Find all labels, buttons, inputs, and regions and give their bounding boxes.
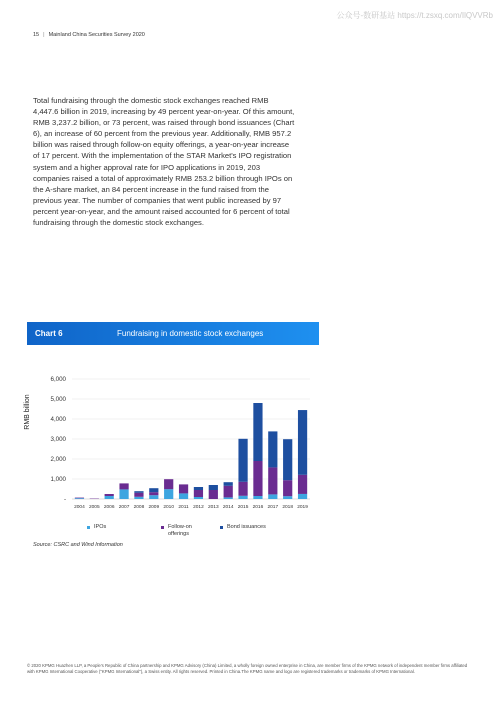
document-title: Mainland China Securities Survey 2020	[48, 32, 145, 38]
bar-segment-follow-on	[75, 498, 84, 499]
bar-segment-follow-on	[134, 493, 143, 497]
x-tick-label: 2011	[178, 505, 189, 510]
body-paragraph: Total fundraising through the domestic stock exchanges reached RMB 4,447.6 billion in 2019, increasing by 49 percent year-on-year. Of this amount, RMB 3,237.2 billion, or 73 percent, was raised through bond issuances (Chart 6), an increase of 60 percent from the previous year. Additionally, RMB 957.2 billion was raised through follow-on equity offerings, a year-on-year increase of 17 percent. With the implementation of the STAR Market's IPO registration system and a higher approval rate for IPO applications in 2019, 203 companies raised a total of approximately RMB 253.2 billion through IPOs on the A-share market, an 84 percent increase in the fund raised from the previous year. The number of companies that went public increased by 97 percent year-on-year, and the amount raised accounted for 6 percent of total fundraising through the domestic stock exchanges.	[33, 96, 295, 228]
bar-segment-bond	[253, 403, 262, 461]
x-tick-label: 2017	[267, 505, 279, 510]
x-tick-label: 2008	[133, 505, 145, 510]
y-tick-label: 6,000	[50, 376, 66, 383]
bar-segment-ipos	[238, 496, 247, 499]
bar-segment-bond	[194, 487, 203, 490]
bar-segment-follow-on	[164, 479, 173, 489]
chart-source: Source: CSRC and Wind Information	[33, 542, 123, 548]
bar-segment-bond	[134, 491, 143, 493]
bar-segment-ipos	[224, 497, 233, 499]
header-separator: |	[43, 32, 45, 38]
y-axis-label: RMB billion	[24, 394, 31, 430]
y-tick-label: 5,000	[50, 396, 66, 403]
bar-segment-bond	[149, 488, 158, 492]
bar-segment-follow-on	[224, 486, 233, 498]
legend-item-bond	[220, 524, 287, 531]
chart-title: Fundraising in domestic stock exchanges	[117, 329, 264, 338]
footer-copyright: © 2020 KPMG Huazhen LLP, a People's Republic of China partnership and KPMG Advisory (China) Limited, a wholly foreign owned enterprise in China, are member firms of the KPMG network of independent member firms affiliated with KPMG International Cooperative ("KPMG International"), a Swiss entity. All rights reserved. Printed in China.The KPMG name and logo are registered trademarks or trademarks of KPMG International.	[27, 663, 468, 674]
legend-swatch-bond	[220, 526, 223, 529]
legend-label-ipos: IPOs	[94, 524, 107, 530]
x-tick-label: 2016	[252, 505, 264, 510]
bar-segment-ipos	[194, 497, 203, 499]
bar-segment-bond	[283, 439, 292, 480]
bar-segment-follow-on	[119, 483, 128, 489]
bar-segment-bond	[224, 482, 233, 486]
chart-number: Chart 6	[35, 329, 63, 338]
legend-item-ipos	[87, 524, 134, 531]
x-tick-label: 2015	[237, 505, 249, 510]
x-tick-label: 2014	[222, 505, 234, 510]
legend-label-bond: Bond issuances	[227, 524, 266, 530]
bar-segment-ipos	[253, 496, 262, 499]
bar-segment-ipos	[134, 497, 143, 499]
x-tick-label: 2007	[118, 505, 130, 510]
y-tick-label: 2,000	[50, 456, 66, 463]
x-tick-label: 2006	[103, 505, 115, 510]
chart-legend	[0, 524, 499, 544]
x-tick-label: 2019	[297, 505, 308, 510]
x-tick-label: 2013	[207, 505, 219, 510]
bar-segment-ipos	[298, 494, 307, 499]
bar-segment-ipos	[149, 495, 158, 499]
bar-segment-ipos	[268, 494, 277, 499]
x-tick-label: 2005	[88, 505, 100, 510]
bar-segment-ipos	[164, 489, 173, 499]
watermark-text: 公众号-数研基站 https://t.zsxq.com/IlQVVRb	[336, 11, 493, 20]
bar-segment-follow-on	[253, 461, 262, 496]
bar-segment-follow-on	[283, 480, 292, 496]
legend-swatch-follow-on	[161, 526, 164, 529]
bar-segment-follow-on	[179, 484, 188, 493]
y-tick-label: 1,000	[50, 476, 66, 483]
y-tick-label: 4,000	[50, 416, 66, 423]
bar-segment-bond	[268, 431, 277, 467]
bar-segment-follow-on	[194, 490, 203, 497]
bar-segment-bond	[209, 485, 218, 490]
x-tick-label: 2010	[163, 505, 175, 510]
bar-segment-follow-on	[105, 494, 114, 496]
bar-segment-follow-on	[209, 490, 218, 499]
bar-segment-follow-on	[149, 492, 158, 495]
bar-segment-ipos	[179, 493, 188, 499]
legend-item-follow-on	[161, 524, 200, 538]
x-tick-label: 2009	[148, 505, 160, 510]
bar-segment-follow-on	[298, 475, 307, 494]
y-tick-label: 3,000	[50, 436, 66, 443]
bar-segment-ipos	[75, 498, 84, 499]
x-tick-label: 2012	[193, 505, 204, 510]
legend-label-follow-on: Follow-on offerings	[168, 524, 192, 537]
x-tick-label: 2004	[74, 505, 85, 510]
bar-segment-ipos	[105, 496, 114, 499]
bar-segment-follow-on	[238, 482, 247, 496]
bar-segment-bond	[238, 439, 247, 482]
bar-segment-ipos	[119, 489, 128, 499]
bar-segment-bond	[298, 410, 307, 475]
bar-segment-ipos	[283, 496, 292, 499]
bar-segment-follow-on	[268, 467, 277, 494]
page-number: 15	[33, 32, 40, 38]
y-tick-label: -	[63, 496, 66, 503]
x-tick-label: 2018	[282, 505, 294, 510]
legend-swatch-ipos	[87, 526, 90, 529]
